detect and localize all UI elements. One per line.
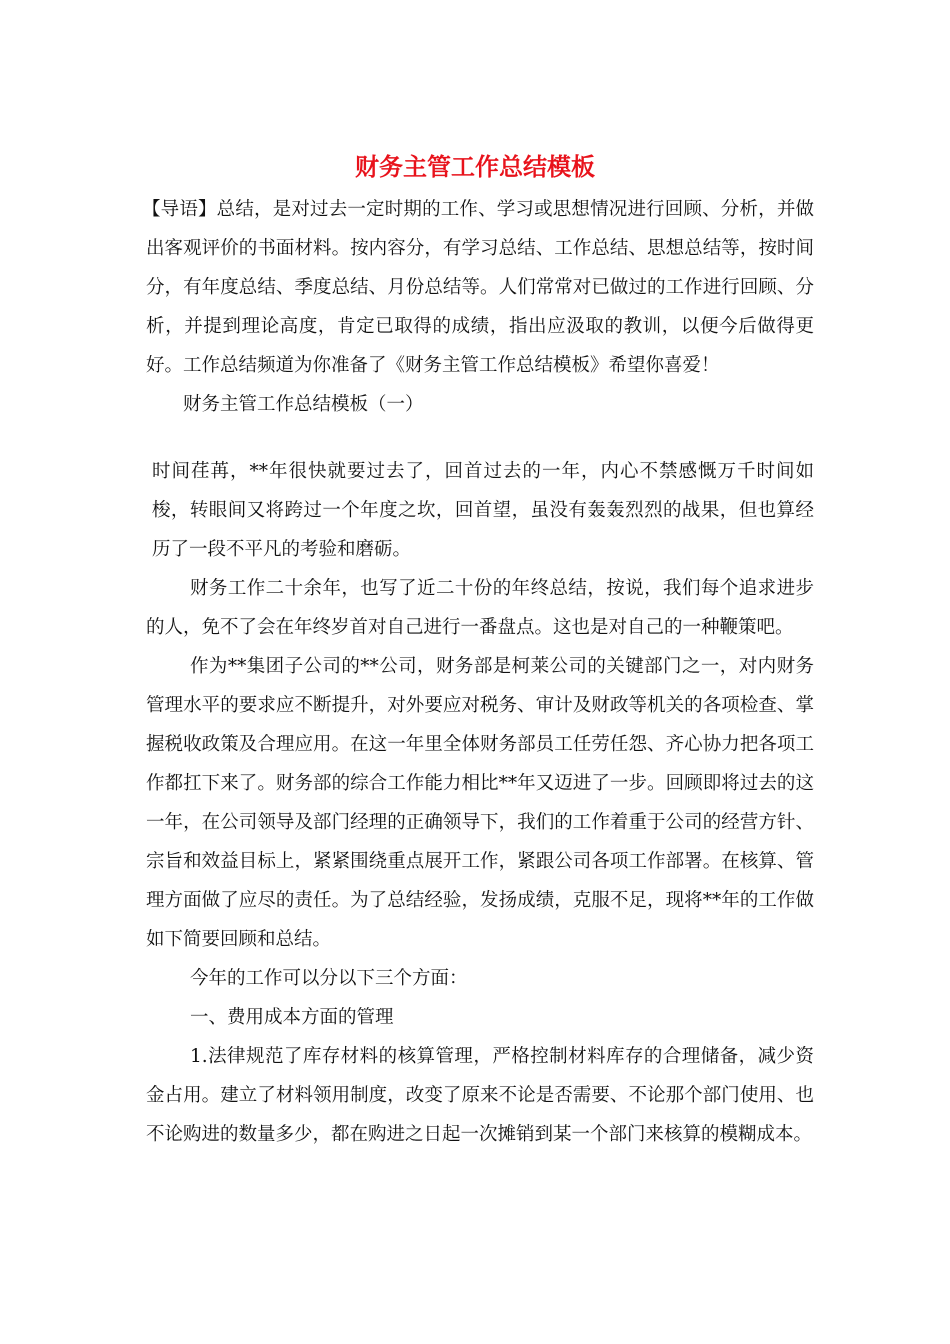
paragraph-2: 财务工作二十余年，也写了近二十份的年终总结，按说，我们每个追求进步的人，免不了会在年终岁首对自己进行一番盘点。这也是对自己的一种鞭策吧。 [146,578,814,638]
paragraph-3: 作为**集团子公司的**公司，财务部是柯莱公司的关键部门之一，对内财务管理水平的要求应不断提升，对外要应对税务、审计及财政等机关的各项检查、掌握税收政策及合理应用。在这一年里全体财务部员工任劳任怨、齐心协力把各项工作都扛下来了。财务部的综合工作能力相比**年又迈进了一步。回顾即将过去的这一年，在公司领导及部门经理的正确领导下，我们的工作着重于公司的经营方针、宗旨和效益目标上，紧紧围绕重点展开工作，紧跟公司各项工作部署。在核算、管理方面做了应尽的责任。为了总结经验，发扬成绩，克服不足，现将**年的工作做如下简要回顾和总结。 [146,656,814,950]
paragraph-6: 1.法律规范了库存材料的核算管理，严格控制材料库存的合理储备，减少资金占用。建立了材料领用制度，改变了原来不论是否需要、不论那个部门使用、也不论购进的数量多少，都在购进之日起一次摊销到某一个部门来核算的模糊成本。 [146,1046,814,1145]
intro-paragraph: 【导语】总结，是对过去一定时期的工作、学习或思想情况进行回顾、分析，并做出客观评价的书面材料。按内容分，有学习总结、工作总结、思想总结等，按时间分，有年度总结、季度总结、月份总结等。人们常常对已做过的工作进行回顾、分析，并提到理论高度，肯定已取得的成绩，指出应汲取的教训，以便今后做得更好。工作总结频道为你准备了《财务主管工作总结模板》希望你喜爱！ [142,199,814,376]
document-title: 财务主管工作总结模板 [355,152,595,181]
document-body [142,190,814,1154]
paragraph-4: 今年的工作可以分以下三个方面： [190,968,468,989]
paragraph-5: 一、费用成本方面的管理 [190,1007,394,1028]
paragraph-1: 时间荏苒，**年很快就要过去了，回首过去的一年，内心不禁感慨万千时间如梭，转眼间又将跨过一个年度之坎，回首望，虽没有轰轰烈烈的战果，但也算经历了一段不平凡的考验和磨砺。 [152,461,814,560]
section-title: 财务主管工作总结模板（一） [183,394,424,415]
